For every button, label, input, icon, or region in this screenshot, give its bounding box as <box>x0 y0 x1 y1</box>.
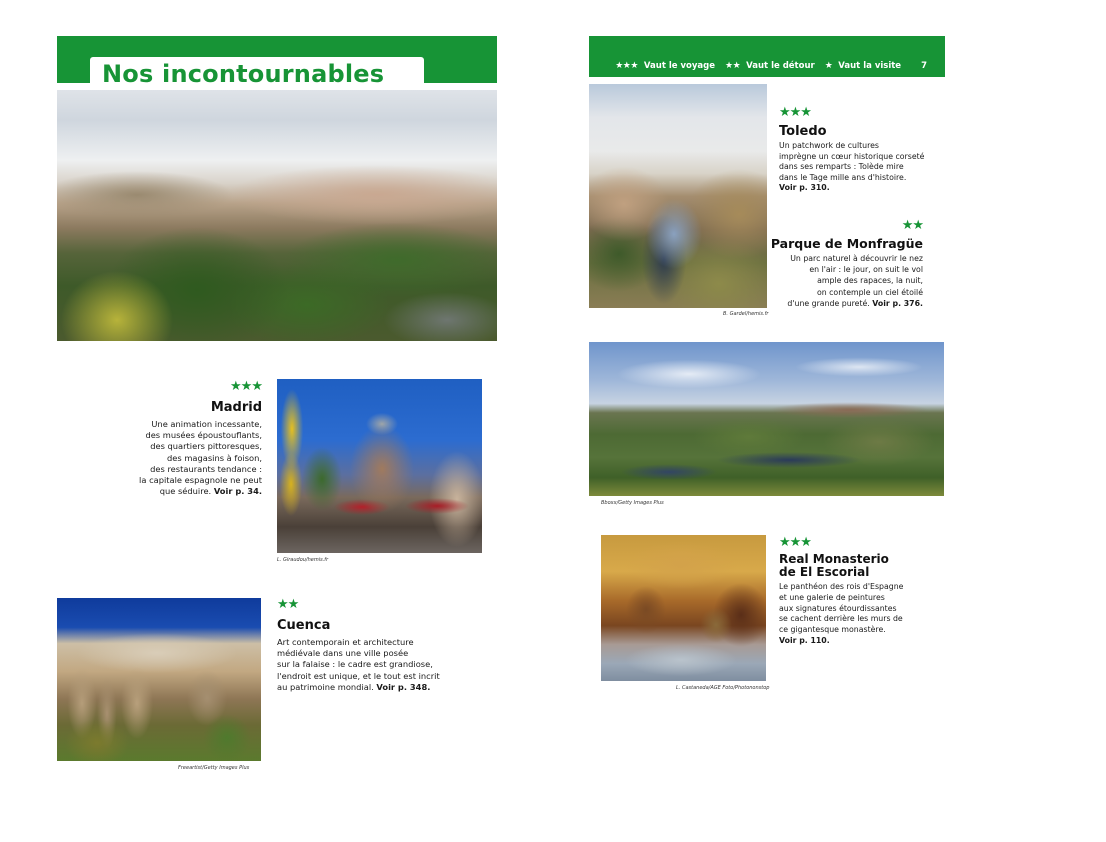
entry-madrid <box>110 380 262 497</box>
page-title: Nos incontournables <box>102 60 385 88</box>
entry-description: Un patchwork de cultures imprègne un cœur historique corseté dans ses remparts : Tolède mire dans le Tage mille ans d'histoire. Voir p. 310. <box>779 141 939 194</box>
page-reference: Voir p. 34. <box>213 486 262 497</box>
page-reference: Voir p. 376. <box>872 298 923 308</box>
photo-credit: Freeartist/Getty Images Plus <box>178 765 250 771</box>
entry-escorial <box>779 536 939 647</box>
rating-stars: ★★★ <box>779 105 811 120</box>
rating-stars: ★★ <box>901 218 923 233</box>
entry-title: Real Monasterio de El Escorial <box>779 552 889 579</box>
photo-credit: Bboxx/Getty Images Plus <box>601 500 664 506</box>
rating-stars: ★★★ <box>779 535 811 550</box>
photo-toledo-panorama <box>57 90 497 341</box>
two-star-icon: ★★ <box>725 61 741 71</box>
page-reference: Voir p. 310. <box>779 183 830 193</box>
photo-monfrague <box>589 342 944 496</box>
entry-title: Parque de Monfragüe <box>770 236 923 251</box>
entry-title: Cuenca <box>277 618 331 633</box>
page-number: 7 <box>921 61 927 71</box>
entry-title: Toledo <box>779 124 827 139</box>
entry-monfrague <box>770 219 923 309</box>
rating-legend <box>611 61 927 71</box>
three-star-icon: ★★★ <box>615 61 638 71</box>
entry-description: Un parc naturel à découvrir le nez en l'air : le jour, on suit le vol ample des rapaces, la nuit, on contemple un ciel étoilé d'une grande pureté. Voir p. 376. <box>787 254 923 308</box>
right-header-bar <box>589 36 945 77</box>
entry-title: Madrid <box>210 400 262 415</box>
photo-credit: B. Gardel/hemis.fr <box>723 311 769 317</box>
entry-description: Le panthéon des rois d'Espagne et une galerie de peintures aux signatures étourdissantes se cachent derrière les murs de ce gigantesque monastère. Voir p. 110. <box>779 582 939 647</box>
entry-cuenca <box>277 598 477 693</box>
photo-credit: L. Castaneda/AGE Foto/Photononstop <box>676 685 770 691</box>
page-reference: Voir p. 348. <box>376 681 431 692</box>
legend-label: Vaut la visite <box>838 61 902 71</box>
legend-label: Vaut le détour <box>746 61 815 71</box>
legend-label: Vaut le voyage <box>643 61 715 71</box>
photo-cuenca <box>57 598 261 761</box>
rating-stars: ★★★ <box>230 379 262 394</box>
photo-toledo-river <box>589 84 767 308</box>
rating-stars: ★★ <box>277 597 299 612</box>
photo-escorial <box>601 535 766 681</box>
photo-madrid <box>277 379 482 553</box>
page-reference: Voir p. 110. <box>779 635 830 645</box>
entry-toledo <box>779 106 939 194</box>
entry-description: Une animation incessante, des musées époustouflants, des quartiers pittoresques, des magasins à foison, des restaurants tendance : la capitale espagnole ne peut que séduire. Voir p. 34. <box>139 419 262 497</box>
one-star-icon: ★ <box>824 61 833 71</box>
photo-credit: L. Giraudou/hemis.fr <box>277 557 329 563</box>
entry-description: Art contemporain et architecture médiévale dans une ville posée sur la falaise : le cadre est grandiose, l'endroit est unique, et le tout est incrit au patrimoine mondial. Voir p. 348. <box>277 637 440 692</box>
